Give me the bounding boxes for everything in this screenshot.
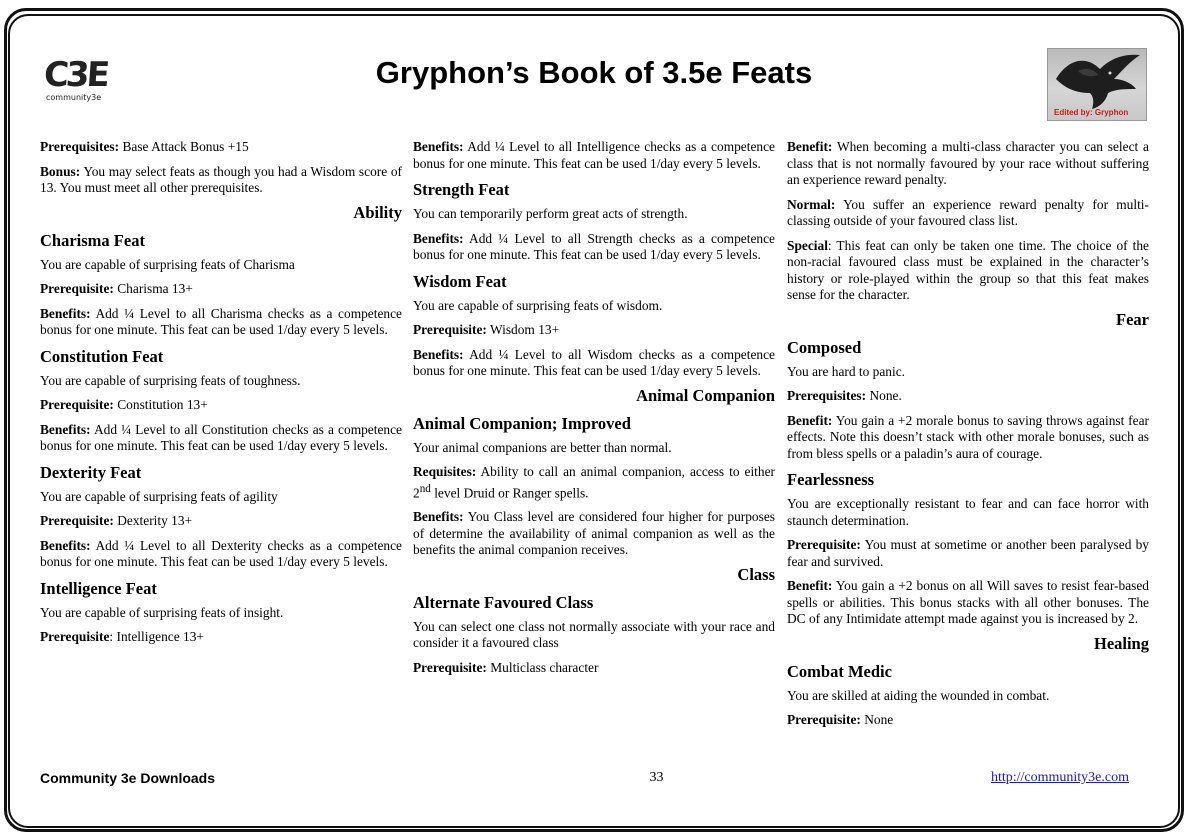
feat-title-dexterity: Dexterity Feat xyxy=(40,462,142,482)
feat-special: Special: This feat can only be taken one time. The choice of the non-racial favoured class must be explained in the character’s history or role-played within the group so that this feat makes sense for the character. xyxy=(787,237,1149,302)
edited-by-caption: Edited by: Gryphon xyxy=(1054,108,1129,117)
feat-title-alternate-favoured-class: Alternate Favoured Class xyxy=(413,592,594,612)
feat-benefits: Benefits: Add ¼ Level to all Charisma checks as a competence bonus for one minute. This feat can be used 1/day every 5 levels. xyxy=(40,305,402,337)
column-right xyxy=(787,139,1149,737)
page-number: 33 xyxy=(649,770,664,785)
feat-title-strength: Strength Feat xyxy=(413,180,510,199)
feat-prerequisite: Prerequisite: Multiclass character xyxy=(413,659,599,675)
feat-benefits: Benefits: Add ¼ Level to all Intelligence checks as a competence bonus for one minute. This feat can be used 1/day every 5 levels. xyxy=(413,139,775,171)
column-middle xyxy=(413,139,775,684)
feat-title-animal-companion: Animal Companion; Improved xyxy=(413,413,631,433)
feat-description: You are hard to panic. xyxy=(787,363,906,379)
footer-website-link[interactable]: http://community3e.com xyxy=(990,770,1129,785)
feat-description: You are skilled at aiding the wounded in combat. xyxy=(787,687,1050,703)
feat-benefit: Benefit: You gain a +2 bonus on all Will saves to resist fear-based spells or abilities. This bonus stacks with all other bonuses. The DC of any Intimidate attempt made against you is increased by 2. xyxy=(787,578,1149,626)
feat-prerequisite: Prerequisite: Charisma 13+ xyxy=(40,281,193,296)
bonus-paragraph: Bonus: You may select feats as though you had a Wisdom score of 13. You must meet all other prerequisites. xyxy=(40,163,403,195)
feat-title-combat-medic: Combat Medic xyxy=(787,661,892,681)
feat-description: You are capable of surprising feats of Charisma xyxy=(40,256,295,272)
logo-subtitle: community3e xyxy=(46,93,102,102)
feat-prerequisite: Prerequisites: None. xyxy=(787,388,902,403)
column-left xyxy=(40,139,402,654)
feat-description: You can temporarily perform great acts of strength. xyxy=(413,206,688,221)
category-heading-class: Class xyxy=(737,564,775,584)
feat-benefits: Benefits: Add ¼ Level to all Constitution checks as a competence bonus for one minute. This feat can be used 1/day every 5 levels. xyxy=(40,421,402,453)
feat-description: You are capable of surprising feats of toughness. xyxy=(40,372,301,388)
feat-description: You can select one class not normally associate with your race and consider it a favoured class xyxy=(413,618,775,651)
feat-description: You are capable of surprising feats of wisdom. xyxy=(413,297,663,313)
feat-description: Your animal companions are better than normal. xyxy=(413,439,672,455)
feat-title-wisdom: Wisdom Feat xyxy=(413,271,507,291)
feat-benefits: Benefits: Add ¼ Level to all Strength checks as a competence bonus for one minute. This feat can be used 1/day every 5 levels. xyxy=(413,230,775,262)
feat-benefits: Benefits: You Class level are considered four higher for purposes of determine the availability of animal companion as well as the benefits the animal companion receives. xyxy=(413,509,775,558)
feat-benefits: Benefits: Add ¼ Level to all Wisdom checks as a competence bonus for one minute. This feat can be used 1/day every 5 levels. xyxy=(413,346,775,378)
feat-description: You are exceptionally resistant to fear and can face horror with staunch determination. xyxy=(787,496,1149,528)
feat-normal: Normal: You suffer an experience reward penalty for multi-classing outside of your favoured class list. xyxy=(787,196,1149,228)
logo-mark: C3E xyxy=(42,55,109,95)
feat-benefits: Benefits: Add ¼ Level to all Dexterity checks as a competence bonus for one minute. This feat can be used 1/day every 5 levels. xyxy=(40,537,402,569)
category-heading-animal-companion: Animal Companion xyxy=(636,385,775,405)
feat-prerequisite: Prerequisite: Intelligence 13+ xyxy=(40,629,204,644)
feat-benefit: Benefit: You gain a +2 morale bonus to saving throws against fear effects. Note this doesn’t stack with other morale bonuses, such as from bless spells or a paladin’s aura of courage. xyxy=(787,412,1149,461)
feat-title-composed: Composed xyxy=(787,337,862,357)
feat-prerequisite: Prerequisite: Constitution 13+ xyxy=(40,397,208,412)
feat-title-fearlessness: Fearlessness xyxy=(787,470,875,489)
feat-prerequisite: Prerequisite: Dexterity 13+ xyxy=(40,513,193,528)
feat-benefit: Benefit: When becoming a multi-class character you can select a class that is not normally favoured by your race without suffering an experience reward penalty. xyxy=(787,139,1149,187)
footer-publisher: Community 3e Downloads xyxy=(40,770,216,786)
feat-description: You are capable of surprising feats of insight. xyxy=(40,604,284,620)
feat-prerequisite: Prerequisite: Wisdom 13+ xyxy=(413,322,560,337)
feat-prerequisite: Prerequisite: None xyxy=(787,712,894,727)
feat-title-intelligence: Intelligence Feat xyxy=(40,578,157,598)
feat-title-constitution: Constitution Feat xyxy=(40,346,164,366)
category-heading-healing: Healing xyxy=(1093,633,1149,653)
feat-requisites: Requisites: Ability to call an animal companion, access to either 2nd level Druid or Ranger spells. xyxy=(413,464,775,500)
feat-description: You are capable of surprising feats of agility xyxy=(40,488,278,504)
feat-prerequisite: Prerequisite: You must at sometime or another been paralysed by fear and survived. xyxy=(787,537,1149,569)
prerequisites-paragraph: Prerequisites: Base Attack Bonus +15 xyxy=(40,139,249,154)
category-heading-fear: Fear xyxy=(1116,309,1149,329)
category-heading-ability: Ability xyxy=(353,202,402,222)
feat-title-charisma: Charisma Feat xyxy=(40,230,145,250)
gryphon-logo xyxy=(1047,48,1147,121)
page-title: Gryphon’s Book of 3.5e Feats xyxy=(375,55,813,90)
